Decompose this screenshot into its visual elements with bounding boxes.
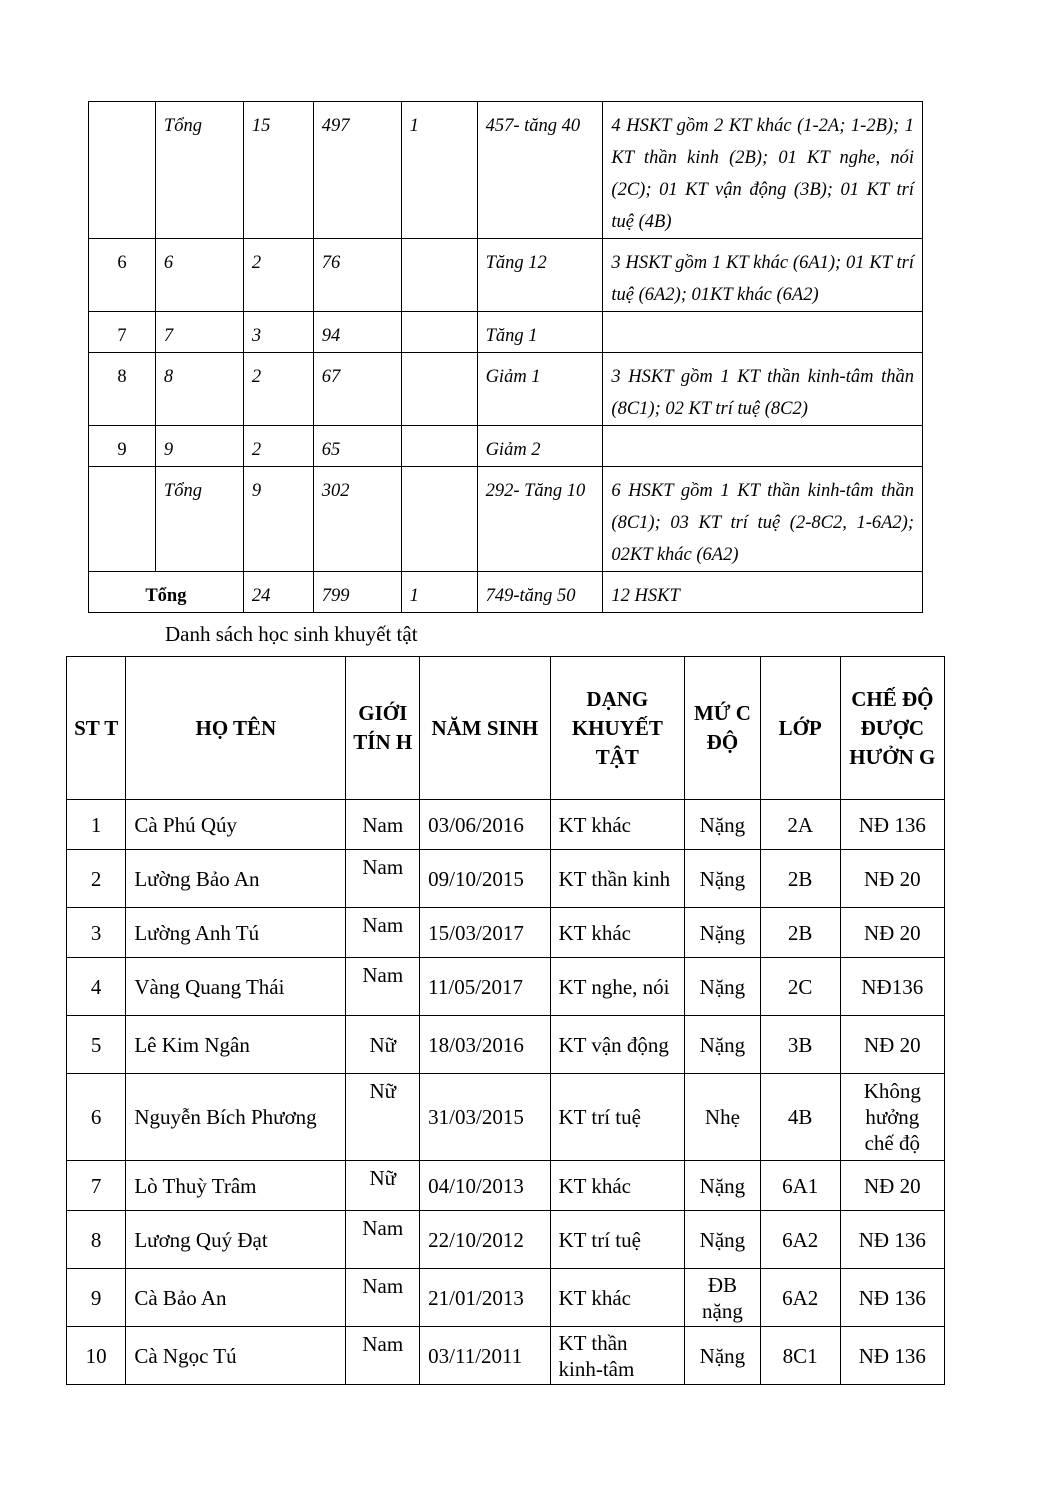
student-cell: 6A2 [760,1269,840,1327]
summary-cell-c0: 8 [89,353,156,426]
student-cell: Nam [346,1211,420,1269]
summary-cell-c0 [89,102,156,239]
summary-cell-c6: 3 HSKT gồm 1 KT thần kinh-tâm thần (8C1); 02 KT trí tuệ (8C2) [603,353,923,426]
summary-cell-c2: 3 [243,312,313,353]
student-cell: 6 [67,1074,126,1161]
student-cell: 11/05/2017 [420,958,550,1016]
summary-cell-c3: 67 [313,353,401,426]
student-cell: Nam [346,1327,420,1385]
student-cell: Nam [346,908,420,958]
student-row [67,958,945,1016]
student-cell: NĐ 20 [840,1161,944,1211]
student-row [67,1074,945,1161]
header-cell: HỌ TÊN [126,657,346,800]
summary-table [88,101,923,613]
summary-cell-c2: 2 [243,426,313,467]
student-cell: 8C1 [760,1327,840,1385]
student-cell: 4B [760,1074,840,1161]
summary-cell-c2: 9 [243,467,313,572]
student-cell: KT khác [550,1269,685,1327]
summary-cell-c2: 2 [243,353,313,426]
student-cell: Nữ [346,1016,420,1074]
student-cell: 2 [67,850,126,908]
student-cell: 09/10/2015 [420,850,550,908]
summary-cell-c4 [401,353,477,426]
student-cell: 18/03/2016 [420,1016,550,1074]
student-cell: 7 [67,1161,126,1211]
student-row [67,908,945,958]
student-cell: NĐ136 [840,958,944,1016]
header-cell: DẠNG KHUYẾT TẬT [550,657,685,800]
summary-row [89,426,923,467]
summary-cell-c0 [89,467,156,572]
student-cell: Vàng Quang Thái [126,958,346,1016]
summary-cell-c1: 6 [155,239,243,312]
student-cell: Không hưởng chế độ [840,1074,944,1161]
student-cell: 8 [67,1211,126,1269]
summary-cell-c5: 457- tăng 40 [477,102,603,239]
summary-cell-c1: 9 [155,426,243,467]
header-cell: NĂM SINH [420,657,550,800]
summary-cell-c3: 302 [313,467,401,572]
student-cell: 2B [760,850,840,908]
summary-cell-c2: 2 [243,239,313,312]
summary-cell-c5: Tăng 1 [477,312,603,353]
header-cell: CHẾ ĐỘ ĐƯỢC HƯỞN G [840,657,944,800]
student-cell: NĐ 136 [840,1269,944,1327]
grand-total-label: Tổng [89,572,244,613]
summary-cell-c6 [603,312,923,353]
summary-cell-c2: 15 [243,102,313,239]
header-cell: ST T [67,657,126,800]
student-cell: 04/10/2013 [420,1161,550,1211]
grand-total-c2: 24 [243,572,313,613]
student-cell: 5 [67,1016,126,1074]
summary-cell-c0: 7 [89,312,156,353]
student-row [67,1161,945,1211]
student-cell: 6A2 [760,1211,840,1269]
grand-total-c4: 1 [401,572,477,613]
summary-cell-c6: 6 HSKT gồm 1 KT thần kinh-tâm thần (8C1); 03 KT trí tuệ (2-8C2, 1-6A2); 02KT khác (6A2) [603,467,923,572]
student-cell: KT khác [550,800,685,850]
summary-row [89,353,923,426]
student-cell: 03/11/2011 [420,1327,550,1385]
summary-cell-c4 [401,239,477,312]
student-cell: 2B [760,908,840,958]
summary-cell-c6 [603,426,923,467]
summary-cell-c3: 76 [313,239,401,312]
student-cell: Lê Kim Ngân [126,1016,346,1074]
summary-cell-c6: 3 HSKT gồm 1 KT khác (6A1); 01 KT trí tuệ (6A2); 01KT khác (6A2) [603,239,923,312]
student-cell: 03/06/2016 [420,800,550,850]
student-cell: Nam [346,850,420,908]
student-row [67,1211,945,1269]
summary-cell-c4 [401,467,477,572]
summary-cell-c0: 6 [89,239,156,312]
student-row [67,1016,945,1074]
student-cell: 2C [760,958,840,1016]
header-cell: GIỚI TÍN H [346,657,420,800]
summary-cell-c5: Giảm 1 [477,353,603,426]
summary-cell-c5: Giảm 2 [477,426,603,467]
student-cell: KT vận động [550,1016,685,1074]
student-cell: Lường Bảo An [126,850,346,908]
student-cell: Lò Thuỳ Trâm [126,1161,346,1211]
student-cell: Lương Quý Đạt [126,1211,346,1269]
summary-cell-c3: 497 [313,102,401,239]
student-cell: 10 [67,1327,126,1385]
student-cell: Cà Phú Qúy [126,800,346,850]
summary-cell-c4: 1 [401,102,477,239]
student-list-caption: Danh sách học sinh khuyết tật [165,622,418,646]
student-cell: Nặng [685,958,761,1016]
student-cell: KT trí tuệ [550,1211,685,1269]
summary-cell-c1: Tổng [155,467,243,572]
summary-cell-c5: Tăng 12 [477,239,603,312]
summary-row [89,239,923,312]
summary-cell-c4 [401,312,477,353]
student-cell: NĐ 136 [840,800,944,850]
student-cell: Cà Ngọc Tú [126,1327,346,1385]
student-cell: 15/03/2017 [420,908,550,958]
grand-total-row [89,572,923,613]
student-cell: NĐ 20 [840,908,944,958]
student-cell: KT khác [550,908,685,958]
student-cell: KT thần kinh-tâm [550,1327,685,1385]
student-cell: Nặng [685,1016,761,1074]
summary-cell-c1: 8 [155,353,243,426]
summary-cell-c1: 7 [155,312,243,353]
student-cell: KT khác [550,1161,685,1211]
summary-cell-c6: 4 HSKT gồm 2 KT khác (1-2A; 1-2B); 1 KT thần kinh (2B); 01 KT nghe, nói (2C); 01 KT vận động (3B); 01 KT trí tuệ (4B) [603,102,923,239]
summary-row [89,102,923,239]
summary-cell-c1: Tổng [155,102,243,239]
student-cell: Nặng [685,1327,761,1385]
student-cell: Nặng [685,1161,761,1211]
student-cell: Nam [346,958,420,1016]
student-row [67,800,945,850]
student-cell: 1 [67,800,126,850]
student-cell: 9 [67,1269,126,1327]
student-cell: Nguyễn Bích Phương [126,1074,346,1161]
grand-total-c6: 12 HSKT [603,572,923,613]
student-row [67,1327,945,1385]
student-cell: Nhẹ [685,1074,761,1161]
student-cell: 3 [67,908,126,958]
student-cell: NĐ 20 [840,1016,944,1074]
summary-cell-c0: 9 [89,426,156,467]
header-cell: LỚP [760,657,840,800]
student-cell: 4 [67,958,126,1016]
student-cell: 3B [760,1016,840,1074]
student-cell: Lường Anh Tú [126,908,346,958]
student-cell: 2A [760,800,840,850]
grand-total-c5: 749-tăng 50 [477,572,603,613]
summary-cell-c3: 65 [313,426,401,467]
student-cell: NĐ 20 [840,850,944,908]
summary-cell-c4 [401,426,477,467]
student-cell: 22/10/2012 [420,1211,550,1269]
summary-cell-c5: 292- Tăng 10 [477,467,603,572]
student-cell: 31/03/2015 [420,1074,550,1161]
summary-row [89,467,923,572]
student-cell: Nam [346,1269,420,1327]
student-cell: Nữ [346,1161,420,1211]
student-cell: Nặng [685,1211,761,1269]
student-row [67,1269,945,1327]
student-cell: Nặng [685,850,761,908]
student-cell: Nữ [346,1074,420,1161]
student-cell: NĐ 136 [840,1327,944,1385]
student-cell: Cà Bảo An [126,1269,346,1327]
student-cell: ĐB nặng [685,1269,761,1327]
student-cell: 21/01/2013 [420,1269,550,1327]
student-cell: KT trí tuệ [550,1074,685,1161]
header-cell: MỨ C ĐỘ [685,657,761,800]
student-row [67,850,945,908]
student-cell: Nam [346,800,420,850]
student-cell: KT nghe, nói [550,958,685,1016]
student-cell: Nặng [685,800,761,850]
student-cell: KT thần kinh [550,850,685,908]
student-cell: Nặng [685,908,761,958]
summary-row [89,312,923,353]
grand-total-c3: 799 [313,572,401,613]
student-cell: NĐ 136 [840,1211,944,1269]
student-table [66,656,945,1385]
summary-cell-c3: 94 [313,312,401,353]
student-cell: 6A1 [760,1161,840,1211]
